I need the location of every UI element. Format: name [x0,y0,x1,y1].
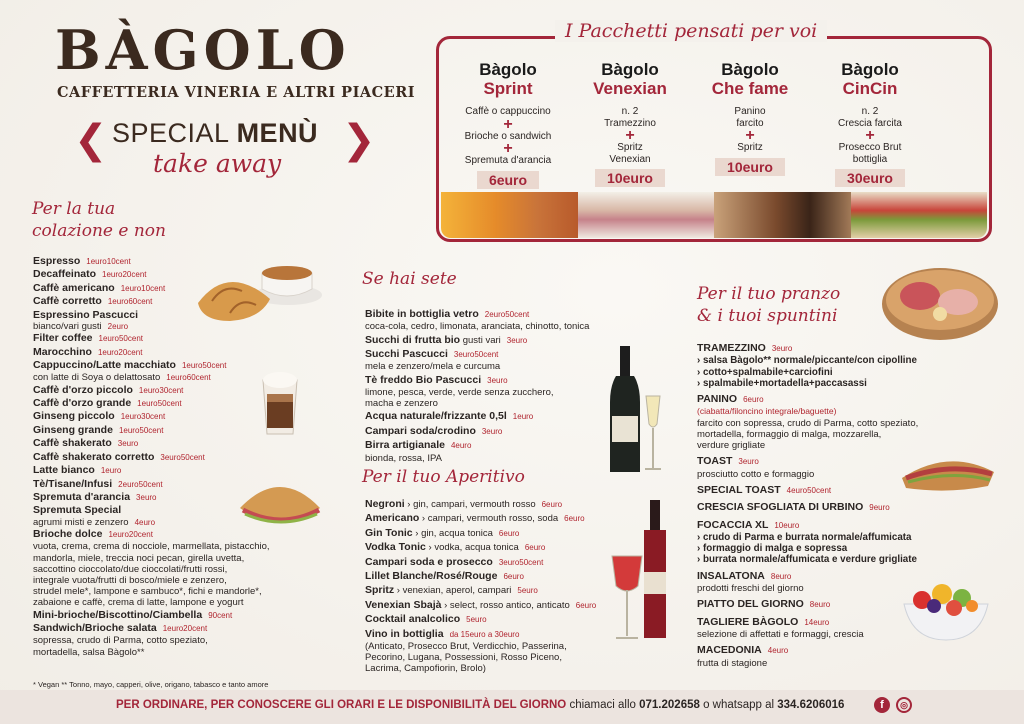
item-description: › vodka, acqua tonica [425,542,519,554]
menu-item [365,527,615,540]
item-name: Campari soda/crodino [365,424,476,437]
item-name: Caffè shakerato corretto [33,450,155,463]
menu-item [33,464,333,477]
item-name: Tè/Tisane/Infusi [33,477,113,490]
crescia-prosecco-photo [851,192,988,238]
item-name: Spremuta Special [33,504,122,517]
item-detail-line: Pecorino, Lugana, Possessioni, Rosso Piceno, [365,652,562,664]
item-price: 1euro20cent [108,529,153,539]
package-spacer [810,98,930,106]
item-price: 6euro [541,500,563,509]
item-price: 6euro [575,600,597,610]
item-price: 1euro20cent [97,347,143,357]
sandwich-illustration [898,452,998,496]
iced-coffee-illustration [255,368,305,438]
item-option-line: › crudo di Parma e burrata normale/affumicata [697,532,912,544]
package-item: Caffè o cappuccino [465,106,551,117]
item-price: 1euro50cent [118,425,164,435]
item-name: Spremuta d'arancia [33,490,131,503]
item-detail-line: sopressa, crudo di Parma, cotto speziato, [33,635,208,647]
item-name: Caffè americano [33,281,115,294]
menu-item [697,342,997,355]
package-spacer [570,98,690,106]
item-description: › gin, acqua tonica [412,527,493,539]
item-name: Bibite in bottiglia vetro [365,308,479,320]
sete-title: Se hai sete [362,269,457,289]
menu-word: MENÙ [236,118,319,148]
item-gap [697,669,997,673]
item-price: 5euro [517,586,538,596]
menu-item [365,570,615,583]
item-name: SPECIAL TOAST [697,483,781,496]
facebook-icon[interactable]: f [874,697,890,713]
colazione-title-line1: Per la tua [32,199,116,219]
item-name: Ginseng piccolo [33,410,115,423]
pranzo-title-line2: & i tuoi spuntini [697,306,838,326]
item-price: 1euro20cent [102,270,147,280]
item-price: 90cent [208,610,233,620]
item-price: 3euro [487,375,508,385]
item-detail-line: macha e zenzero [365,398,438,410]
item-option-line: › cotto+spalmabile+carciofini [697,366,833,378]
item-price: 3euro50cent [498,557,544,567]
item-detail-price: 1euro60cent [166,373,211,383]
item-detail-text: bianco/vari gusti [33,321,102,333]
item-name: Vodka Tonic [365,541,426,554]
item-description: › gin, campari, vermouth rosso [404,499,536,510]
menu-item [365,498,615,511]
select-spritz-illustration [608,500,674,646]
package-item: n. 2 Crescia farcita [838,106,902,129]
footer-bold-text: PER ORDINARE, PER CONOSCERE GLI ORARI E LE DISPONIBILITÀ DEL GIORNO [116,699,567,711]
footer-text-call: chiamaci allo [566,699,640,711]
item-name: FOCACCIA XL [697,518,769,531]
packages-title: I Pacchetti pensati per voi [555,20,827,42]
footer-text-whatsapp: o whatsapp al [699,699,778,711]
footnote: * Vegan ** Tonno, mayo, capperi, olive, origano, tabasco e tanto amore [33,680,269,689]
item-detail-line: mortadella, formaggio di malga, mozzarella, [697,428,882,440]
item-detail-line: mela e zenzero/mela e curcuma [365,361,501,373]
item-price: 3euro [117,439,139,449]
item-option-line: › salsa Bàgolo** normale/piccante/con cipolline [697,355,917,367]
item-name: TAGLIERE BÀGOLO [697,615,799,628]
item-name: Decaffeinato [33,268,97,281]
juice-croissant-photo [441,192,578,238]
brand-tagline: CAFFETTERIA VINERIA E ALTRI PIACERI [57,84,416,101]
aperitivo-title: Per il tuo Aperitivo [362,467,525,487]
item-option-line: › spalmabile+mortadella+paccasassi [697,377,867,389]
menu-item [365,541,615,554]
item-price: 3euro [481,426,503,436]
item-name: Caffè d'orzo piccolo [33,383,133,396]
take-away-subtitle: take away [153,149,282,178]
item-name: PANINO [697,393,738,406]
item-detail-line: selezione di affettati e formaggi, crescia [697,629,864,641]
item-name: Espresso [33,255,81,267]
item-name: Tè freddo Bio Pascucci [365,373,482,386]
special-menu-title [112,118,318,149]
item-price: 1euro10cent [120,283,166,293]
colazione-title [32,198,166,242]
item-detail-price: 2euro [107,322,129,332]
item-price: 1euro20cent [162,623,208,633]
package-card [690,60,810,177]
menu-item [365,613,615,626]
plus-icon: + [503,115,513,133]
menu-item [697,393,997,406]
item-name: Lillet Blanche/Rosé/Rouge [365,570,498,583]
item-detail-text: con latte di Soya o delattosato [33,372,161,384]
package-card [810,60,930,188]
phone-number[interactable]: 071.202658 [639,699,700,711]
item-detail-line: frutta di stagione [697,657,768,669]
package-name-line1: Bàgolo [601,60,659,79]
plus-icon: + [865,127,875,144]
item-price: 3euro [771,344,793,353]
sandwich-croissant-illustration [235,478,325,540]
menu-item [697,644,997,657]
item-name: Succhi Pascucci [365,348,448,361]
item-name: PIATTO DEL GIORNO [697,598,804,611]
item-price: 1euro50cent [181,361,227,371]
plus-icon: + [745,127,755,144]
item-detail-line: prodotti freschi del giorno [697,583,804,595]
package-name-line1: Bàgolo [841,60,899,79]
package-name-line2: Che fame [711,79,789,98]
item-price: 3euro50cent [160,452,205,462]
item-price: 1euro10cent [86,257,131,266]
item-name: Ginseng grande [33,423,113,436]
item-name: TRAMEZZINO [697,342,766,354]
menu-item [365,599,615,612]
item-detail-line: verdure grigliate [697,440,766,452]
menu-item [33,346,333,359]
item-name: Americano [365,512,420,525]
item-price: 1euro [512,412,534,422]
item-description: › campari, vermouth rosso, soda [419,513,559,525]
plus-icon: + [503,140,513,157]
item-option-line: › formaggio di malga e sopressa [697,543,848,555]
menu-item [365,425,635,438]
item-price: da 15euro a 30euro [449,629,520,639]
whatsapp-number[interactable]: 334.6206016 [777,699,845,711]
package-item: n. 2 Tramezzino [604,106,656,129]
item-price: 8euro [770,571,792,581]
item-price: 3euro [136,492,157,502]
package-price: 10euro [715,158,785,176]
item-price: 6euro [498,528,520,538]
item-name: Cocktail analcolico [365,613,461,626]
item-description: › venexian, aperol, campari [394,585,512,597]
aperitivo-list [365,498,615,676]
item-detail-price: 4euro [134,517,156,527]
item-name: Succhi di frutta bio [365,333,461,346]
package-price: 30euro [835,169,905,187]
menu-item [33,622,333,635]
item-price: 4euro [767,646,789,656]
package-spacer [448,98,568,106]
package-card [448,60,568,190]
item-detail-line: saccottino cioccolato/due cioccolati/frutti rossi, [33,563,228,575]
package-name-line1: Bàgolo [721,60,779,79]
plus-icon: + [625,127,635,144]
menu-item [365,512,615,525]
item-price: 2euro50cent [484,310,530,319]
item-price: 2euro50cent [118,479,163,489]
package-name-line2: CinCin [842,79,898,98]
pranzo-title-line1: Per il tuo pranzo [697,284,841,304]
item-detail-line: limone, pesca, verde, verde senza zucchero, [365,387,554,399]
item-detail-line: mortadella, salsa Bàgolo** [33,646,145,658]
item-price: 9euro [869,503,890,513]
menu-item [365,584,615,597]
instagram-icon[interactable]: ◎ [896,697,912,713]
menu-item [697,501,997,514]
package-item: Brioche o sandwich [464,130,552,142]
menu-item [365,308,635,321]
item-name: Vino in bottiglia [365,627,444,640]
item-price: 4euro [450,441,472,451]
menu-item [697,519,997,532]
menu-item [365,334,635,347]
package-card [570,60,690,188]
charcuterie-board-illustration [880,262,1000,342]
item-detail-line: vuota, crema, crema di nocciole, marmellata, pistacchio, [33,541,270,553]
item-price: 1euro50cent [98,334,143,344]
brand-logo: BÀGOLO [55,18,351,82]
panino-coffee-photo [714,192,851,238]
menu-item [365,348,635,361]
item-detail-line: Lacrima, Campofiorin, Brolo) [365,663,486,675]
item-price: 3euro [738,457,759,467]
package-spacer [690,98,810,106]
item-name: Caffè d'orzo grande [33,397,132,410]
menu-item [365,556,615,569]
item-option-line: › burrata normale/affumicata e verdure grigliate [697,554,917,566]
item-price: 6euro [503,572,524,582]
item-name: Spritz [365,584,395,597]
chevron-left-icon: ❮ [74,117,108,163]
menu-item [365,374,635,387]
item-detail-line: zabaione e caffè, crema di latte, lampone e yogurt [33,597,244,609]
item-price: 6euro [524,543,546,553]
item-name: Filter coffee [33,332,93,345]
item-detail-line: (Anticato, Prosecco Brut, Verdicchio, Passerina, [365,641,567,653]
tramezzino-photo [578,192,715,238]
item-name: INSALATONA [697,569,765,582]
item-price: 1euro30cent [138,385,184,395]
item-name: Latte bianco [33,464,95,477]
item-name: Brioche dolce [33,527,103,540]
package-name-line1: Bàgolo [479,60,537,79]
coffee-croissant-illustration [190,253,330,331]
package-price: 10euro [595,169,665,187]
item-name: Campari soda e prosecco [365,555,493,568]
item-name: Sandwich/Brioche salata [33,621,157,634]
item-description: › select, rosso antico, anticato [441,599,570,611]
item-name: Espressino Pascucci [33,308,139,321]
item-detail-text: agrumi misti e zenzero [33,516,129,528]
menu-item [33,609,333,622]
chevron-right-icon: ❯ [342,117,376,163]
item-name: Venexian Sbajà [365,598,442,611]
item-name: Caffè shakerato [33,437,112,450]
item-price: 3euro [506,335,528,345]
item-detail-line: prosciutto cotto e formaggio [697,468,815,480]
item-gap [365,464,635,465]
item-subtitle: (ciabatta/filoncino integrale/baguette) [697,406,837,417]
item-detail-line: bionda, rossa, IPA [365,452,442,464]
menu-item [33,451,333,464]
item-name: Gin Tonic [365,526,413,539]
package-item: Spritz Venexian [609,142,651,165]
item-name: Negroni [365,498,405,510]
item-name: Cappuccino/Latte macchiato [33,359,176,372]
item-price: 6euro [743,395,764,405]
prosecco-bottle-illustration [610,346,670,478]
item-detail-line: strudel mele*, lampone e sambuco*, fichi e mandorle*, [33,586,262,598]
menu-item [365,439,635,452]
package-item: Prosecco Brut bottiglia [838,142,902,165]
item-detail-line: coca-cola, cedro, limonata, aranciata, chinotto, tonica [365,321,590,333]
fruit-salad-illustration [898,568,994,644]
item-description: gusti vari [460,334,501,346]
item-name: MACEDONIA [697,644,762,657]
footer-text [116,699,844,711]
item-price: 1euro [100,466,122,476]
menu-item [365,410,635,423]
package-item: Spremuta d'arancia [464,155,552,166]
package-name-line2: Sprint [483,79,533,98]
package-name-line2: Venexian [593,79,667,98]
item-name: Birra artigianale [365,439,445,452]
menu-item [33,332,333,345]
pranzo-title [697,283,840,327]
package-item: Panino farcito [734,106,766,129]
menu-item [365,628,615,641]
item-name: TOAST [697,455,733,468]
item-name: CRESCIA SFOGLIATA DI URBINO [697,501,864,514]
item-price: 1euro60cent [107,297,153,307]
item-name: Acqua naturale/frizzante 0,5l [365,410,507,423]
item-price: 5euro [466,615,487,625]
item-gap [365,675,615,676]
item-name: Caffè corretto [33,295,102,308]
colazione-title-line2: colazione e non [32,221,166,241]
package-item: Spritz [737,142,763,153]
packages-photo-strip [441,192,987,238]
special-word: SPECIAL [112,118,237,148]
item-price: 8euro [809,600,831,610]
package-price: 6euro [477,171,539,189]
item-price: 3euro50cent [453,350,499,360]
item-price: 14euro [804,617,830,627]
item-price: 1euro50cent [137,399,182,409]
item-detail-line: integrale vuota/frutti di bosco/miele e zenzero, [33,574,227,586]
sete-list [365,308,635,465]
item-name: Marocchino [33,345,92,358]
item-name: Mini-brioche/Biscottino/Ciambella [33,608,203,621]
item-price: 1euro30cent [120,412,166,422]
item-detail-line: farcito con sopressa, crudo di Parma, cotto speziato, [697,417,919,429]
item-price: 6euro [564,514,585,524]
item-price: 10euro [774,520,800,530]
item-price: 4euro50cent [786,485,832,495]
menu-item [33,437,333,450]
item-detail-line: mandorla, miele, treccia noci pecan, girella uvetta, [33,552,245,564]
